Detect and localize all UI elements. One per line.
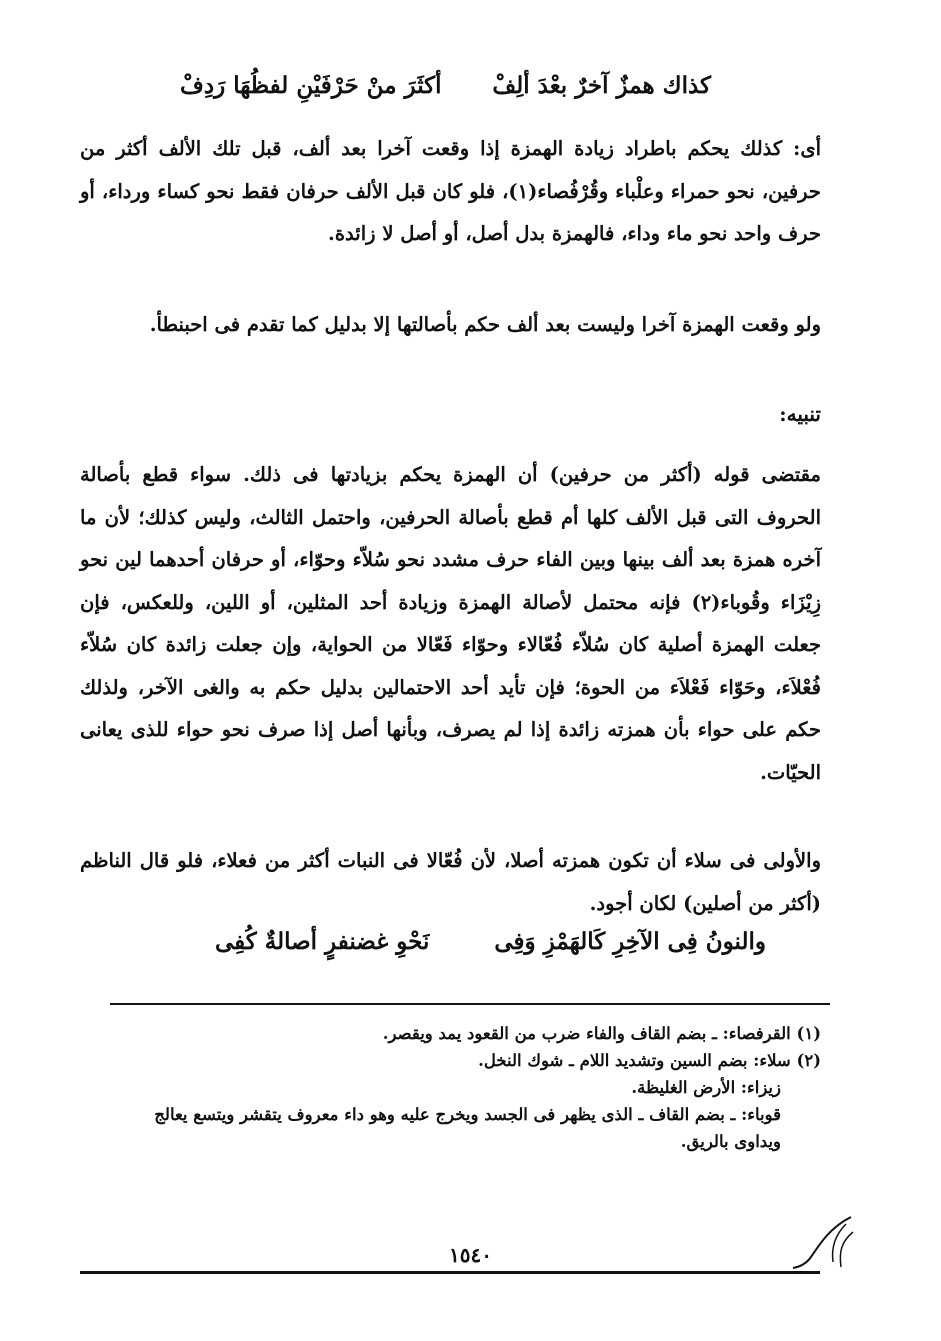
footnote-separator [110,1003,830,1005]
footnote-2-continued-a: زيزاء: الأرض الغليظة. [631,1078,781,1097]
verse-line-1 [180,72,711,99]
verse-line-2 [215,928,766,955]
footnotes [110,1020,821,1155]
paragraph-2: ولو وقعت الهمزة آخرا وليست بعد ألف حكم بأصالتها إلا بدليل كما تقدم فى احبنطأ. [149,313,821,336]
verse-2-second-hemistich: نَحْوِ غضنفرٍ أصالةٌ كُفِى [215,928,430,955]
bottom-rule [80,1271,820,1274]
footnote-2: (٢) سلاء: بضم السين وتشديد اللام ـ شوك النخل. [478,1051,821,1070]
paragraph-4: والأولى فى سلاء أن تكون همزته أصلا، لأن فُعّالا فى النبات أكثر من فعلاء، فلو قال الناظم (أكثر من أصلين) لكان أجود. [80,849,821,915]
verse-1-first-hemistich: كذاك همزٌ آخرٌ بعْدَ ألِفْ [492,72,711,99]
verse-2-first-hemistich: والنونُ فِى الآخِرِ كَالهَمْزِ وَفِى [494,928,766,955]
footnote-2-continued-b: قوباء: ـ بضم القاف ـ الذى يظهر فى الجسد ويخرج عليه وهو داء معروف يتقشر ويتسع يعالج ويداوى بالريق. [154,1105,781,1151]
paragraph-1: أى: كذلك يحكم باطراد زيادة الهمزة إذا وقعت آخرا بعد ألف، قبل تلك الألف أكثر من حرفين، نحو حمراء وعلْباء وقُرْفُصاء(١)، فلو كان قبل الألف حرفان فقط نحو كساء ورداء، أو حرف واحد نحو ماء وداء، فالهمزة بدل أصل، أو أصل لا زائدة. [80,137,821,245]
footnote-1: (١) القرفصاء: ـ بضم القاف والفاء ضرب من القعود يمد ويقصر. [382,1024,821,1043]
paragraph-3: مقتضى قوله (أكثر من حرفين) أن الهمزة يحكم بزيادتها فى ذلك. سواء قطع بأصالة الحروف التى قبل الألف كلها أم قطع بأصالة الحرفين، واحتمل الثالث، وليس كذلك؛ لأن ما آخره همزة بعد ألف بينها وبين الفاء حرف مشدد نحو سُلاّء وحوّاء، أو حرفان أحدهما لين نحو زِيْزَاء وقُوباء(٢) فإنه محتمل لأصالة الهمزة وزيادة أحد المثلين، أو اللين، وللعكس، فإن جعلت الهمزة أصلية كان سُلاّء فُعّالاء وحوّاء فَعّالا من الحواية، وإن جعلت زائدة كان سُلاّء فُعْلاَء، وحَوّاء فَعْلاَء من الحوة؛ فإن تأيد أحد الاحتمالين بدليل حكم به والغى الآخر، ولذلك حكم على حواء بأن همزته زائدة إذا لم يصرف، وبأنها أصل إذا صرف نحو حواء للذى يعانى الحيّات. [80,463,821,784]
page-number: ١٥٤٠ [449,1243,492,1267]
verse-1-second-hemistich: أكثَرَ منْ حَرْفَيْنِ لفظُهَا رَدِفْ [180,72,442,99]
section-heading: تنبيه: [779,402,821,426]
